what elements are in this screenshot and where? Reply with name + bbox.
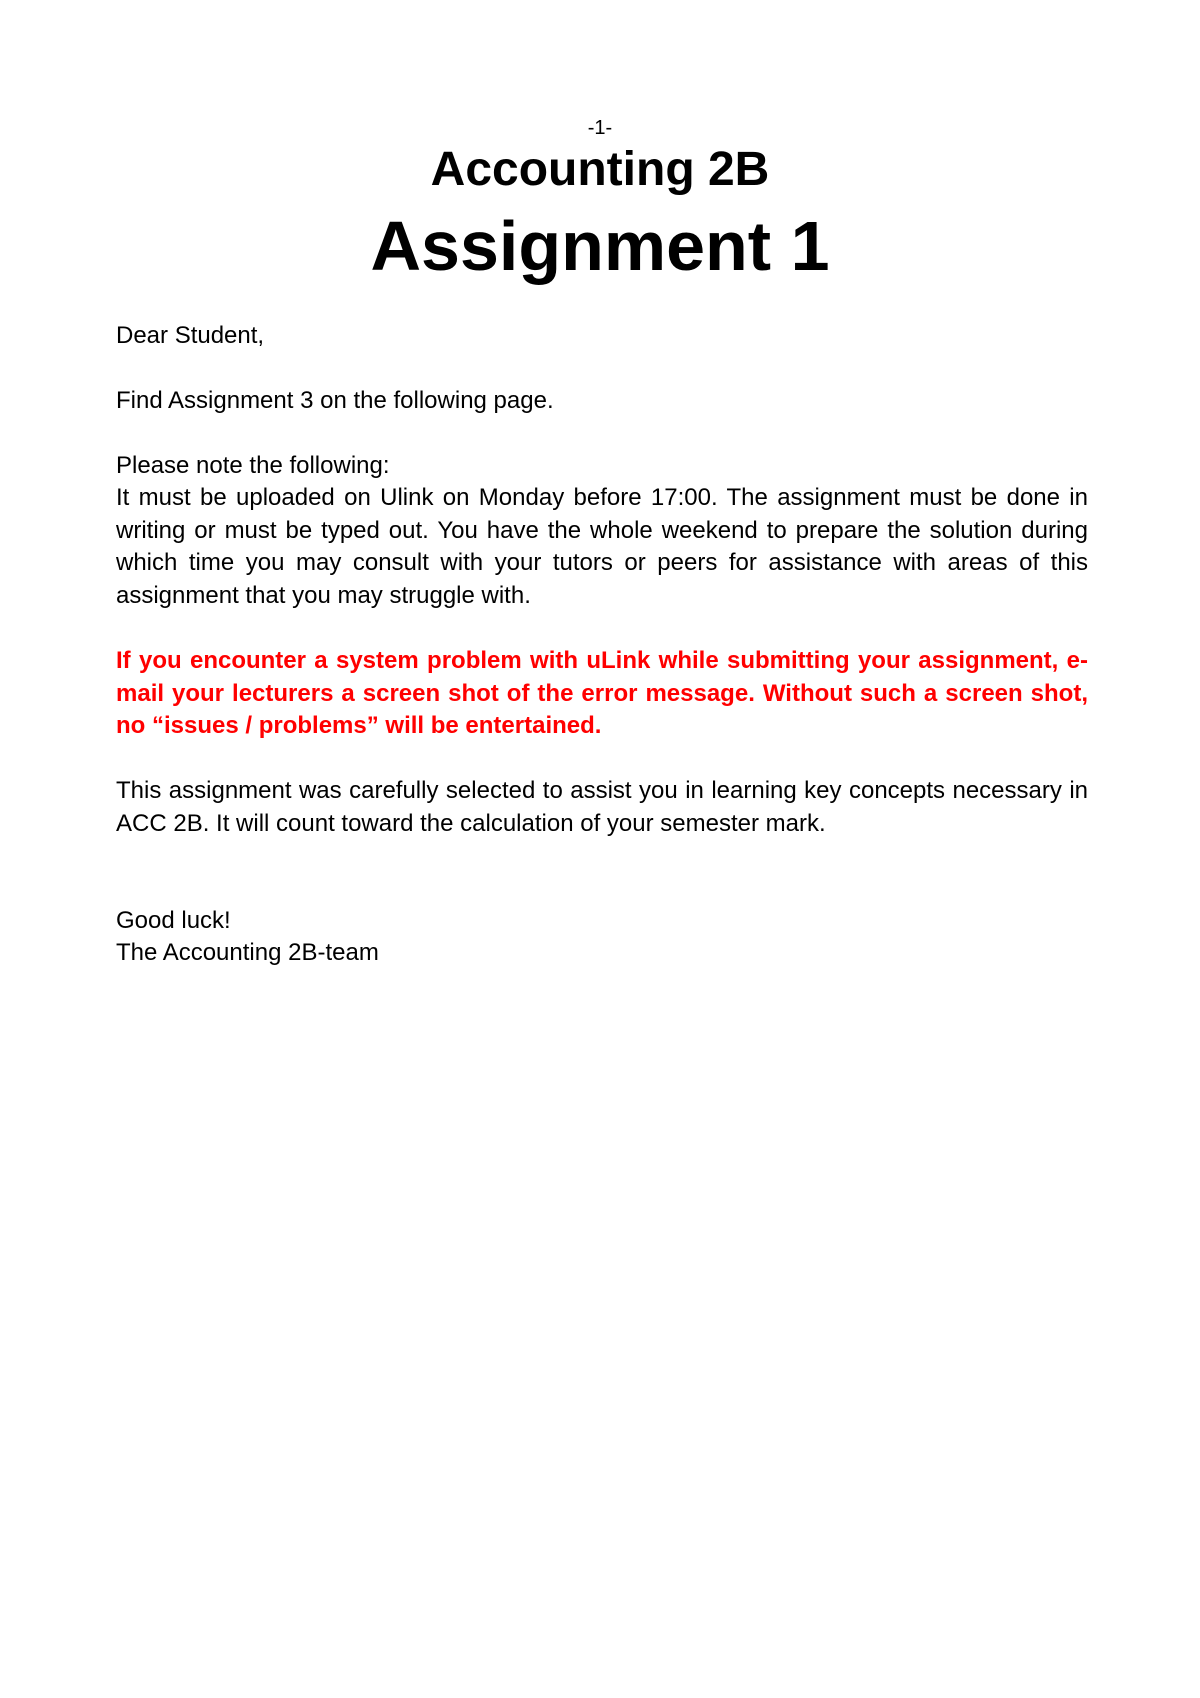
note-heading: Please note the following:: [116, 452, 390, 479]
greeting: Dear Student,: [116, 322, 265, 349]
closing-line: Good luck!: [116, 907, 231, 934]
signature-line: The Accounting 2B-team: [116, 939, 379, 966]
assignment-title: Assignment 1: [370, 207, 830, 285]
course-title: Accounting 2B: [430, 143, 770, 196]
intro-paragraph: Find Assignment 3 on the following page.: [116, 387, 554, 414]
instructions-paragraph: It must be uploaded on Ulink on Monday before 17:00. The assignment must be done in writing or must be typed out. You have the whole weekend to prepare the solution during which time you may consult with your tutors or peers for assistance with areas of this assignment that you may struggle with.: [116, 484, 1088, 609]
purpose-paragraph: This assignment was carefully selected to assist you in learning key concepts necessary in ACC 2B. It will count toward the calculation of your semester mark.: [116, 777, 1088, 837]
warning-paragraph: If you encounter a system problem with uLink while submitting your assignment, e-mail your lecturers a screen shot of the error message. Without such a screen shot, no “issues / problems” will be entertained.: [116, 647, 1088, 740]
page-number: -1-: [587, 117, 613, 139]
